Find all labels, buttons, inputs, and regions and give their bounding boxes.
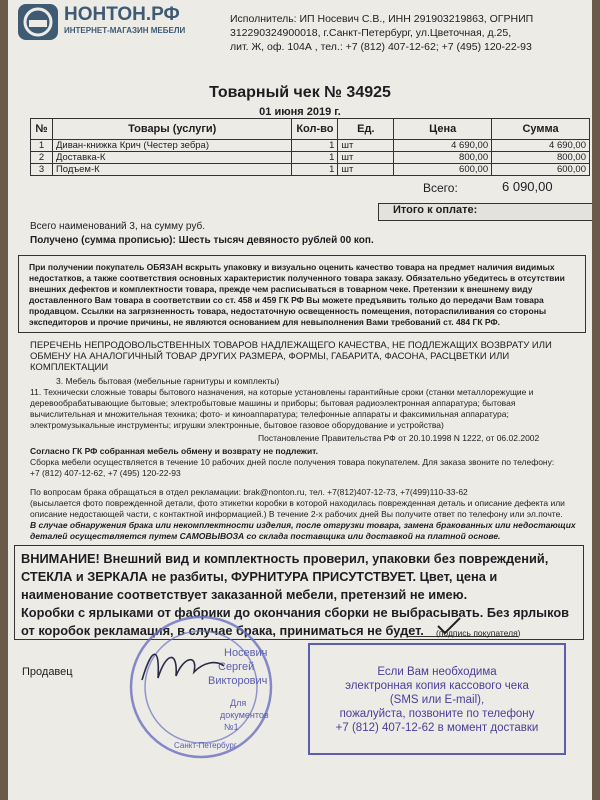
brand-name: НОНТОН.РФ xyxy=(64,4,180,25)
notice-phone: +7 (812) 407-12-62 в момент доставки xyxy=(335,722,539,734)
issuer-line: лит. Ж, оф. 104А , тел.: +7 (812) 407-12-62; +7 (495) 120-22-93 xyxy=(230,41,532,53)
stamp-text: Викторович xyxy=(208,675,268,687)
notice-line: (SMS или E-mail), xyxy=(389,694,485,706)
cell: 3 xyxy=(31,164,53,176)
confirmation-line: СТЕКЛА и ЗЕРКАЛА не разбиты, ФУРНИТУРА ПРИСУТСТВУЕТ. Цвет, цена и xyxy=(21,569,498,584)
confirmation-line: наименование соответствует заказанной мебели, претензий не имею. xyxy=(21,587,468,602)
issuer-line: Исполнитель: ИП Носевич С.В., ИНН 291903219863, ОГРНИП xyxy=(230,13,534,25)
cell: 1 xyxy=(292,164,338,176)
inspection-notice-box xyxy=(18,255,586,333)
defect-replacement-notice: В случае обнаружения брака или некомплектности изделия, после отгрузки товара, замена бракованных или недостающих деталей осуществляется путем САМОВЫВОЗА со склада поставщика или доставкой на платной основе. xyxy=(30,520,576,541)
items-table xyxy=(30,118,590,176)
cell: 600,00 xyxy=(394,164,492,176)
stamp-text: Для xyxy=(230,698,247,708)
total-label: Всего: xyxy=(423,181,458,195)
non-return-item: 3. Мебель бытовая (мебельные гарнитуры и комплекты) xyxy=(56,376,280,386)
cell: шт xyxy=(338,152,394,164)
column-header: № xyxy=(31,119,53,140)
confirmation-line: от коробок рекламация, в случае брака, приниматься не будет. xyxy=(21,623,424,638)
cell: 2 xyxy=(31,152,53,164)
cell: Диван-книжка Крич (Честер зебра) xyxy=(52,140,291,152)
store-logo xyxy=(18,4,218,44)
notice-line: пожалуйста, позвоните по телефону xyxy=(339,708,535,720)
brand-subtitle: ИНТЕРНЕТ-МАГАЗИН МЕБЕЛИ xyxy=(64,26,186,35)
column-header: Товары (услуги) xyxy=(52,119,291,140)
receipt-sheet xyxy=(8,0,592,800)
issuer-line: 312290324900018, г.Санкт-Петербург, ул.Цветочная, д.25, xyxy=(230,27,512,39)
cell: 1 xyxy=(292,152,338,164)
electronic-receipt-notice xyxy=(308,643,566,755)
defects-contact: По вопросам брака обращаться в отдел рекламации: brak@nonton.ru, тел. +7(812)407-12-73, +7(499)110-33-62 xyxy=(30,487,468,497)
cell: 800,00 xyxy=(492,152,590,164)
cell: 4 690,00 xyxy=(394,140,492,152)
column-header: Ед. xyxy=(338,119,394,140)
signature-caption: (подпись покупателя) xyxy=(436,628,521,638)
assembly-info: Сборка мебели осуществляется в течение 10 рабочих дней после получения товара покупателем. Для заказа звоните по телефону: xyxy=(30,457,555,467)
cell: шт xyxy=(338,140,394,152)
table-header-row xyxy=(31,119,590,140)
receipt-date: 01 июня 2019 г. xyxy=(259,106,341,118)
cell: 1 xyxy=(292,140,338,152)
receipt-title: Товарный чек № 34925 xyxy=(209,84,391,101)
stamp-text: Сергей xyxy=(218,661,255,673)
issuer-details xyxy=(230,12,590,54)
cell: 1 xyxy=(31,140,53,152)
decree-reference: Постановление Правительства РФ от 20.10.1998 N 1222, от 06.02.2002 xyxy=(258,433,540,443)
non-return-item: 11. Технически сложные товары бытового назначения, на которые установлены гарантийные сроки (станки металлорежущие и деревообрабатывающие бытовые; электробытовые машины и приборы; бытовая радиоэлектронная аппаратура; бытовая вычислительная и множительная техника; фото- и киноаппаратура; телефонные аппараты и факсимильная аппаратура; электромузыкальные инструменты; игрушки электронные, бытовое газовое оборудование и устройства) xyxy=(30,387,534,430)
cell: Подъем-К xyxy=(52,164,291,176)
cell: шт xyxy=(338,164,394,176)
cell: 800,00 xyxy=(394,152,492,164)
assembly-phones: +7 (812) 407-12-62, +7 (495) 120-22-93 xyxy=(30,468,181,478)
table-row xyxy=(31,164,590,176)
seller-signature xyxy=(138,640,228,688)
stamp-text: документов xyxy=(220,710,269,720)
inspection-notice: При получении покупатель ОБЯЗАН вскрыть упаковку и визуально оценить качество товара на предмет наличия видимых недостатков, а также соответствия основных характеристик полученного товара заказу. Обязательно убедитесь в отсутствии внешних дефектов и комплектности товара, прежде чем расписываться в товарном чеке. Претензии к внешнему виду доставленного Вам товара в соответствии со ст. 458 и 459 ГК РФ Вы можете предъявить только до передачи Вам товара продавцом. Ссылки на загрязненность товара, недостаточную освещенность помещения, потораспиливания со стороны экспедиторов и прочие причины, не являются основанием для невыполнения Вами требований ст. 484 ГК РФ. xyxy=(29,262,565,327)
column-header: Кол-во xyxy=(292,119,338,140)
to-pay-label: Итого к оплате: xyxy=(378,203,592,221)
cell: 600,00 xyxy=(492,164,590,176)
cell: 4 690,00 xyxy=(492,140,590,152)
defects-instructions: (высылается фото поврежденной детали, фото этикетки коробки в которой находилась поврежденная деталь и описание дефекта или описание недостающей части, с контактной информацией.) В течение 2-х рабочих дней Вы получите ответ по телефону или эл.почте. xyxy=(30,498,565,519)
table-row xyxy=(31,140,590,152)
notice-line: электронная копия кассового чека xyxy=(345,680,529,692)
buyer-confirmation-box xyxy=(14,545,584,640)
amount-in-words: Получено (сумма прописью): Шесть тысяч девяносто рублей 00 коп. xyxy=(30,235,374,246)
table-row xyxy=(31,152,590,164)
column-header: Сумма xyxy=(492,119,590,140)
stamp-text: Санкт-Петербург xyxy=(174,741,237,750)
notice-line: Если Вам необходима xyxy=(377,666,497,678)
total-value: 6 090,00 xyxy=(502,179,553,194)
stamp-text: Носевич xyxy=(224,647,268,659)
seller-label: Продавец xyxy=(22,666,73,678)
non-return-list-title: ПЕРЕЧЕНЬ НЕПРОДОВОЛЬСТВЕННЫХ ТОВАРОВ НАДЛЕЖАЩЕГО КАЧЕСТВА, НЕ ПОДЛЕЖАЩИХ ВОЗВРАТУ ИЛИ ОБМЕНУ НА АНАЛОГИЧНЫЙ ТОВАР ДРУГИХ РАЗМЕРА, ФОРМЫ, ГАБАРИТА, ФАСОНА, РАСЦВЕТКИ ИЛИ КОМПЛЕКТАЦИИ xyxy=(30,340,552,373)
cell: Доставка-К xyxy=(52,152,291,164)
column-header: Цена xyxy=(394,119,492,140)
stamp-text: №1 xyxy=(224,722,239,732)
confirmation-line: Коробки с ярлыками от фабрики до окончания сборки не выбрасывать. Без ярлыков xyxy=(21,605,570,620)
sofa-logo-icon xyxy=(18,4,58,40)
assembled-no-return: Согласно ГК РФ собранная мебель обмену и возврату не подлежит. xyxy=(30,446,318,456)
confirmation-line: ВНИМАНИЕ! Внешний вид и комплектность проверил, упаковки без повреждений, xyxy=(21,551,549,566)
items-count: Всего наименований 3, на сумму руб. xyxy=(30,221,205,232)
